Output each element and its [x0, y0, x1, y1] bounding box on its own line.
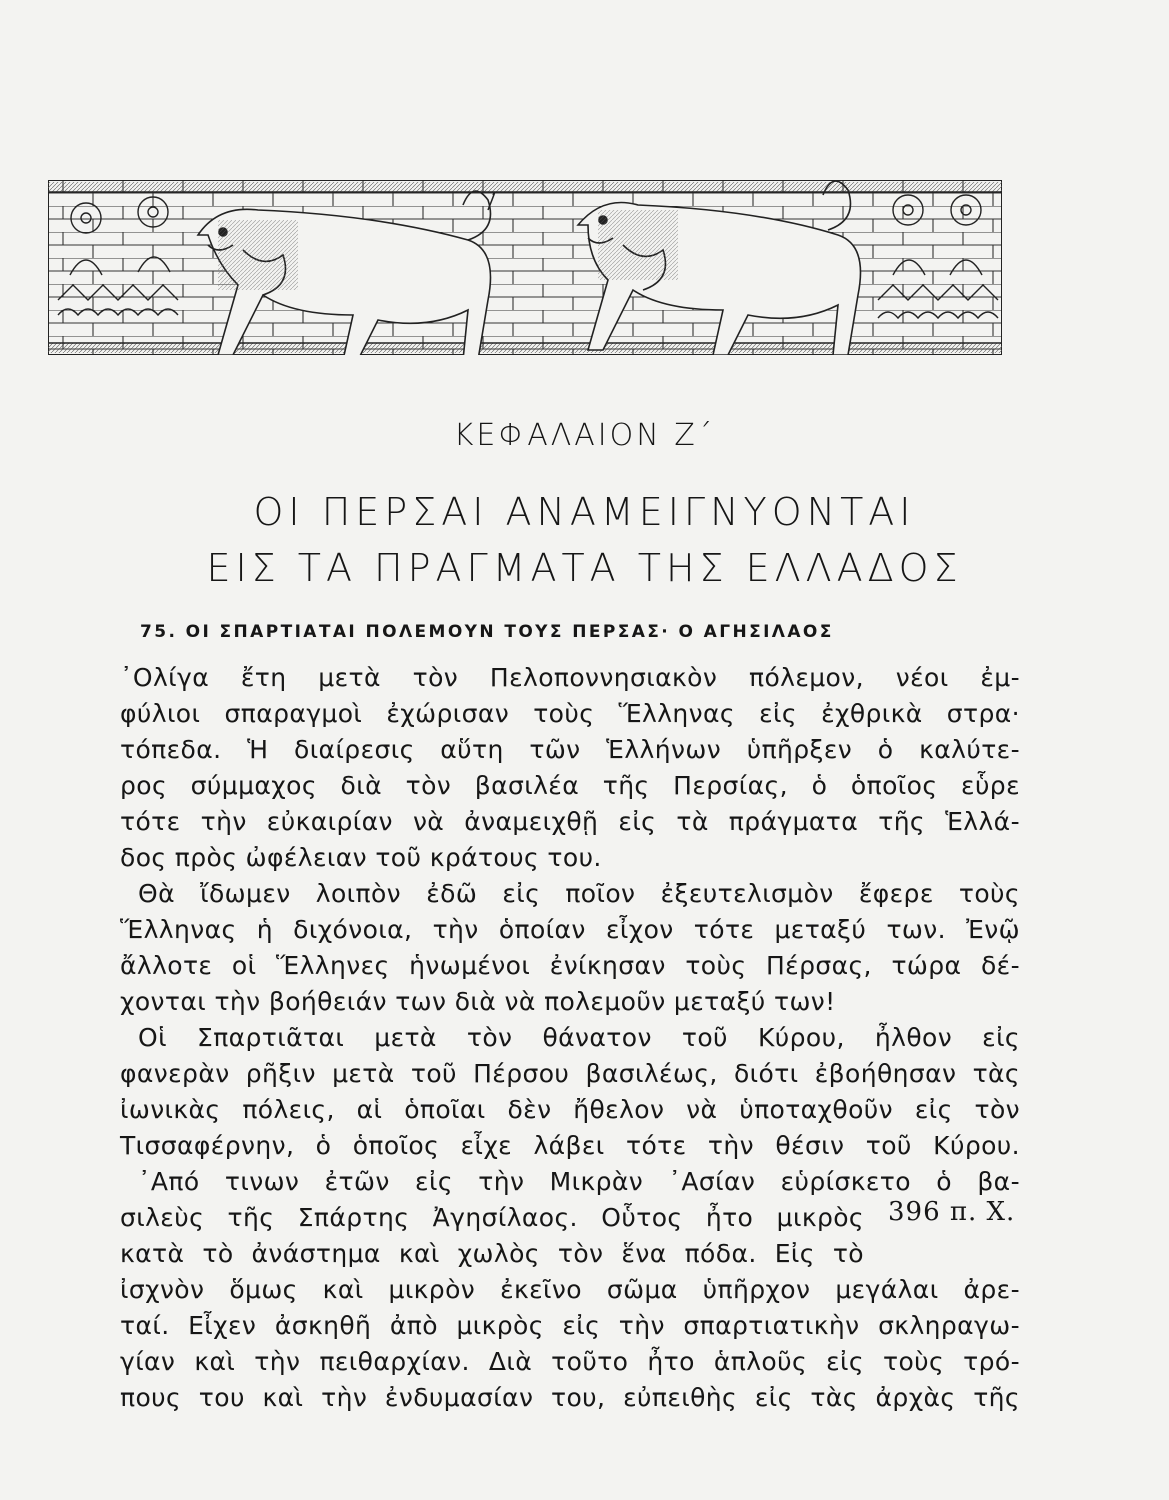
text-line: ταί. Εἶχεν ἀσκηθῆ ἀπὸ μικρὸς εἰς τὴν σπαρτιατικὴν σκληραγω- [120, 1311, 1020, 1340]
text-line: φανερὰν ρῆξιν μετὰ τοῦ Πέρσου βασιλέως, διότι ἐβοήθησαν τὰς [120, 1059, 1020, 1088]
text-line: πους του καὶ τὴν ἐνδυμασίαν του, εὐπειθὴς εἰς τὰς ἀρχὰς τῆς [120, 1383, 1020, 1412]
text-line: ἄλλοτε οἱ Ἕλληνες ἡνωμένοι ἐνίκησαν τοὺς Πέρσας, τώρα δέ- [120, 951, 1020, 980]
text-line: Θὰ ἴδωμεν λοιπὸν ἐδῶ εἰς ποῖον ἐξευτελισμὸν ἔφερε τοὺς [138, 879, 1020, 908]
text-line: ᾿Από τινων ἐτῶν εἰς τὴν Μικρὰν ᾿Ασίαν εὑρίσκετο ὁ βα- [138, 1167, 1020, 1196]
text-line: κατὰ τὸ ἀνάστημα καὶ χωλὸς τὸν ἕνα πόδα. Εἰς τὸ [120, 1239, 864, 1268]
text-line: Τισσαφέρνην, ὁ ὁποῖος εἶχε λάβει τότε τὴν θέσιν τοῦ Κύρου. [120, 1131, 1020, 1160]
text-line: ἰσχνὸν ὅμως καὶ μικρὸν ἐκεῖνο σῶμα ὑπῆρχον μεγάλαι ἀρε- [120, 1275, 1020, 1304]
chapter-title-line-2: ΕΙΣ ΤΑ ΠΡΑΓΜΑΤΑ ΤΗΣ ΕΛΛΑΔΟΣ [206, 546, 963, 590]
text-line: Οἱ Σπαρτιᾶται μετὰ τὸν θάνατον τοῦ Κύρου, ἦλθον εἰς [138, 1023, 1020, 1052]
chapter-heading: ΚΕΦΑΛΑΙΟΝ Ζ΄ [453, 418, 716, 453]
frieze-drawing [48, 180, 1002, 355]
text-line: ᾿Ολίγα ἔτη μετὰ τὸν Πελοποννησιακὸν πόλεμον, νέοι ἐμ- [120, 663, 1020, 692]
text-line: γίαν καὶ τὴν πειθαρχίαν. Διὰ τοῦτο ἦτο ἁπλοῦς εἰς τοὺς τρό- [120, 1347, 1020, 1376]
text-line: τότε τὴν εὐκαιρίαν νὰ ἀναμειχθῇ εἰς τὰ πράγματα τῆς Ἑλλά- [120, 807, 1020, 836]
section-heading: 75. ΟΙ ΣΠΑΡΤΙΑΤΑΙ ΠΟΛΕΜΟΥΝ ΤΟΥΣ ΠΕΡΣΑΣ· Ο ΑΓΗΣΙΛΑΟΣ [140, 622, 834, 642]
text-line: χονται τὴν βοήθειάν των διὰ νὰ πολεμοῦν μεταξύ των! [120, 987, 836, 1016]
chapter-title-line-1: ΟΙ ΠΕΡΣΑΙ ΑΝΑΜΕΙΓΝΥΟΝΤΑΙ [253, 490, 916, 534]
text-line: τόπεδα. Ἡ διαίρεσις αὕτη τῶν Ἑλλήνων ὑπῆρξεν ὁ καλύτε- [120, 735, 1020, 764]
text-line: ρος σύμμαχος διὰ τὸν βασιλέα τῆς Περσίας, ὁ ὁποῖος εὗρε [120, 771, 1020, 800]
text-line: Ἕλληνας ἡ διχόνοια, τὴν ὁποίαν εἶχον τότε μεταξύ των. Ἐνῷ [120, 915, 1020, 944]
lion-frieze-illustration [48, 180, 1002, 355]
margin-date-note: 396 π. Χ. [888, 1197, 1016, 1227]
text-line: φύλιοι σπαραγμοὶ ἐχώρισαν τοὺς Ἕλληνας εἰς ἐχθρικὰ στρα· [120, 699, 1020, 728]
text-line: ἰωνικὰς πόλεις, αἱ ὁποῖαι δὲν ἤθελον νὰ ὑποταχθοῦν εἰς τὸν [120, 1095, 1020, 1124]
body-text [120, 660, 1020, 1416]
text-line: δος πρὸς ὠφέλειαν τοῦ κράτους του. [120, 843, 602, 872]
text-line: σιλεὺς τῆς Σπάρτης Ἀγησίλαος. Οὗτος ἦτο μικρὸς [120, 1203, 864, 1232]
